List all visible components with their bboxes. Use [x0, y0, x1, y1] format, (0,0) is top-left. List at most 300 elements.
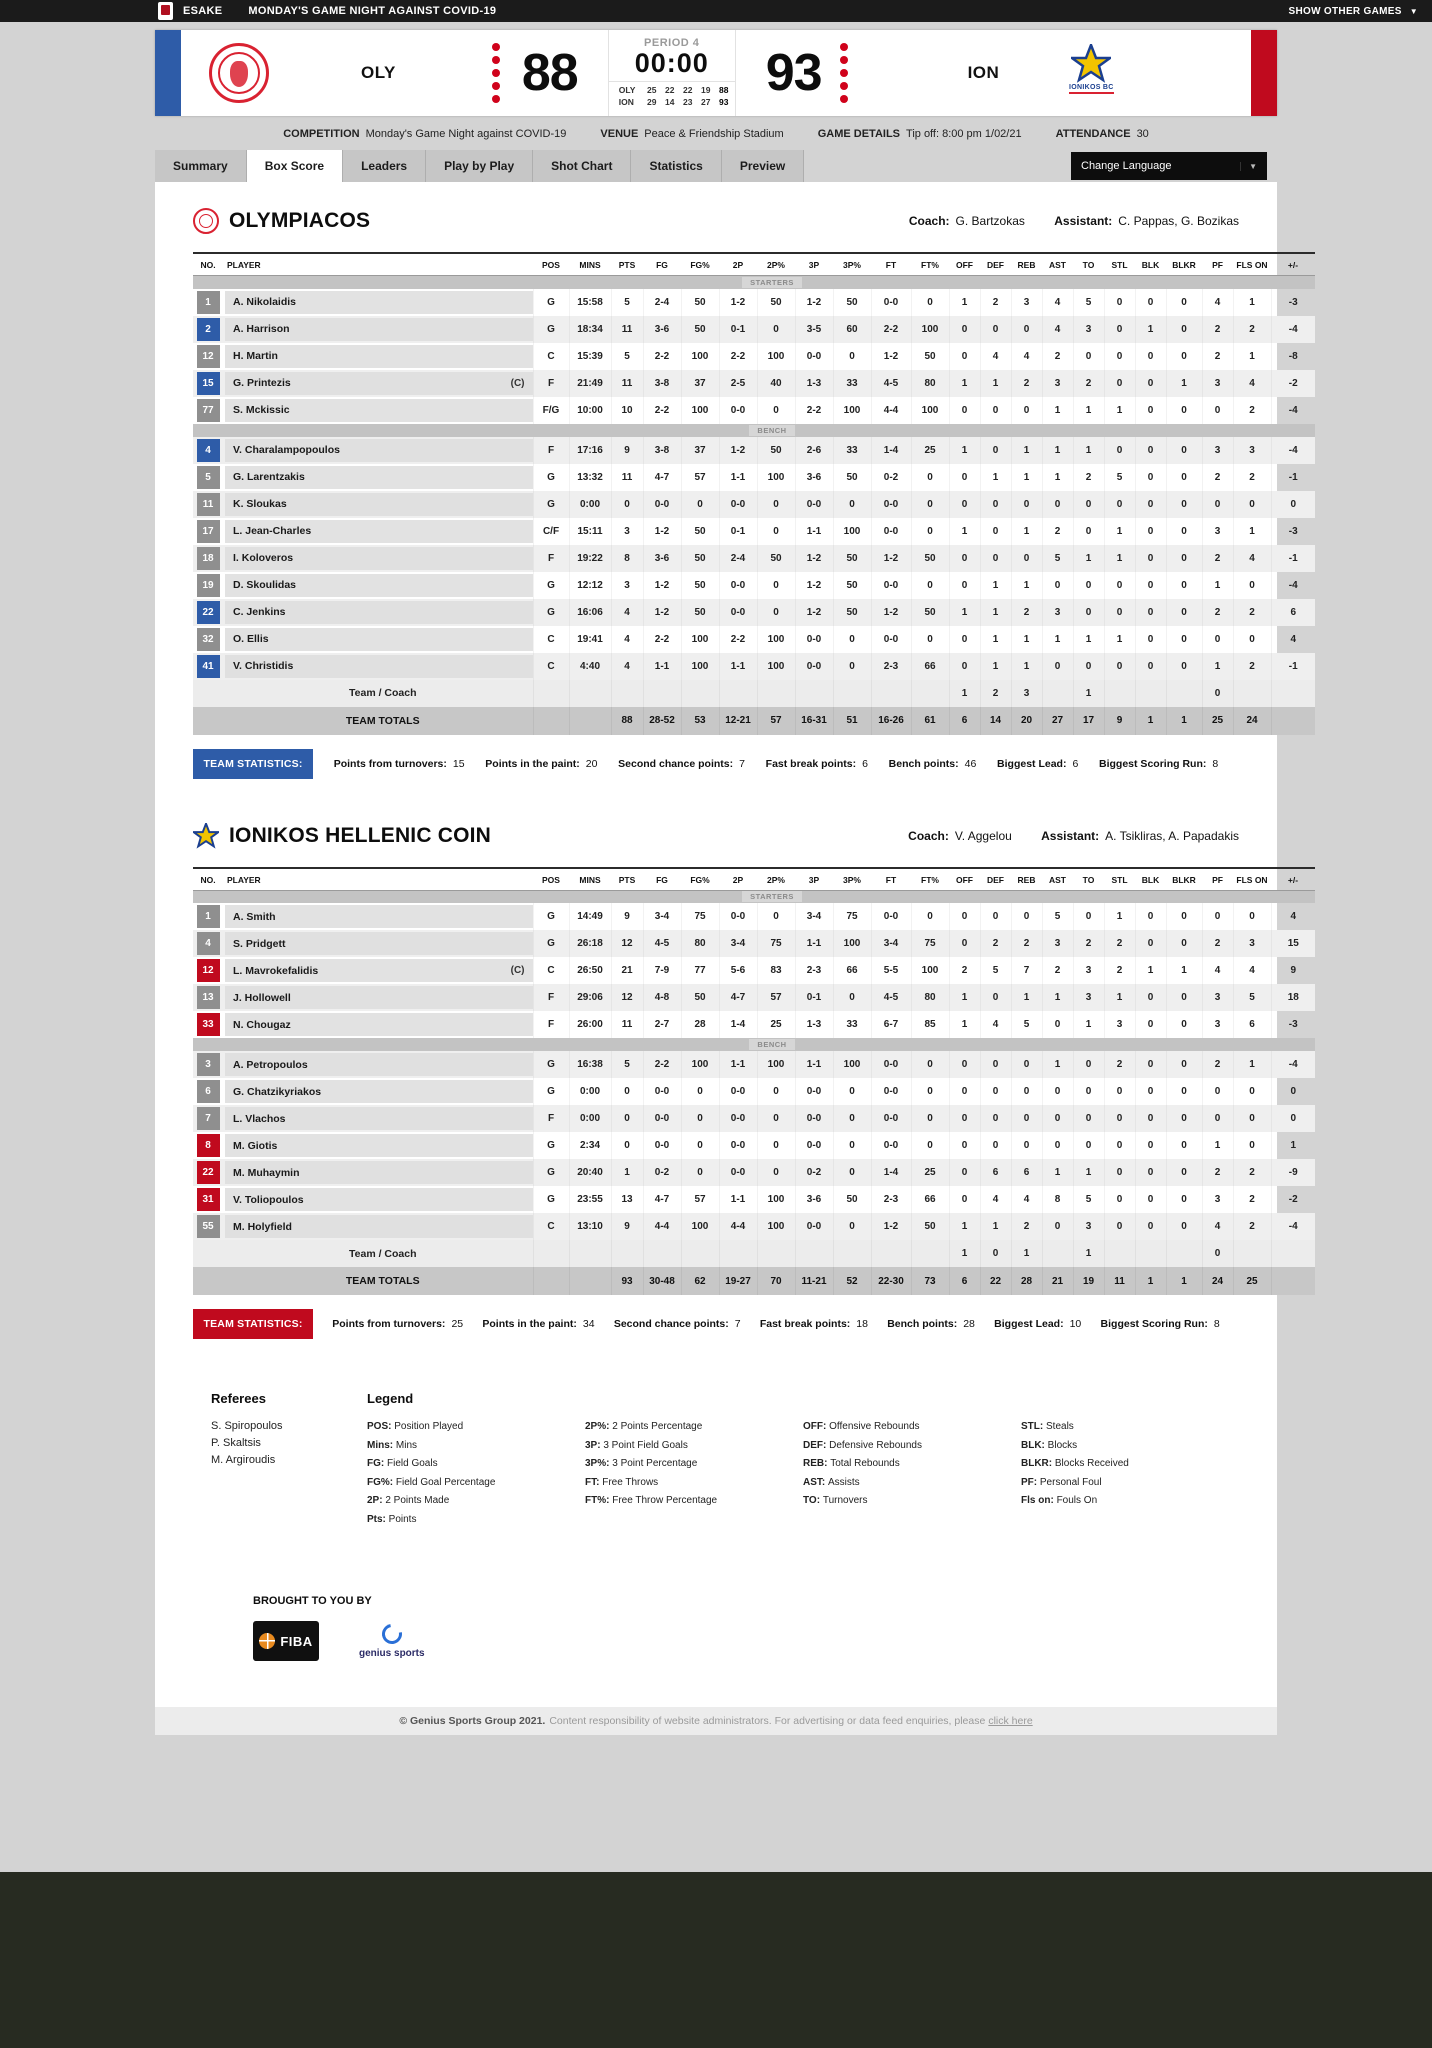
stat-cell — [681, 680, 719, 707]
stat-cell: 25 — [911, 1159, 949, 1186]
player-name[interactable]: L. Vlachos — [233, 1112, 286, 1125]
player-name[interactable]: V. Charalampopoulos — [233, 444, 340, 456]
stat-cell: 0 — [1042, 572, 1073, 599]
stat-cell: 0 — [1135, 437, 1166, 464]
player-number-cell — [193, 397, 223, 424]
empty-cell — [193, 680, 223, 707]
away-color-strip — [1251, 30, 1277, 116]
stat-cell: 0 — [1104, 316, 1135, 343]
stat-cell: 1 — [1073, 1011, 1104, 1038]
player-name-wrap — [225, 1161, 533, 1184]
genius-sports-icon — [378, 1620, 406, 1648]
legend-item: 3P: 3 Point Field Goals — [585, 1439, 688, 1451]
footer-copyright: © Genius Sports Group 2021. — [399, 1715, 546, 1727]
player-name-wrap — [225, 439, 533, 462]
team-stat-value: 34 — [582, 1318, 595, 1330]
stat-cell: 100 — [681, 626, 719, 653]
stat-cell: 25 — [1202, 707, 1233, 735]
stat-cell: 19:41 — [569, 626, 611, 653]
player-row — [193, 518, 1315, 545]
stat-cell: 1-1 — [719, 464, 757, 491]
stat-cell: 0 — [1104, 370, 1135, 397]
stat-cell: 80 — [911, 984, 949, 1011]
stat-cell: 100 — [833, 930, 871, 957]
stat-cell: 3 — [1073, 957, 1104, 984]
stat-cell: 1 — [1166, 707, 1202, 735]
stat-cell: 0 — [1202, 1105, 1233, 1132]
stat-cell: 1 — [949, 1240, 980, 1267]
home-coaches: Coach: G. Bartzokas Assistant: C. Pappas, G. Bozikas — [908, 214, 1239, 228]
stat-cell: 0 — [1166, 903, 1202, 930]
player-name[interactable]: L. Mavrokefalidis — [233, 964, 319, 977]
player-name[interactable]: K. Sloukas — [233, 498, 287, 510]
stat-cell: 0 — [1104, 437, 1135, 464]
away-team-header — [193, 823, 1239, 849]
stat-cell: C — [533, 343, 569, 370]
stat-cell: 0 — [1135, 930, 1166, 957]
legend-term: AST: — [803, 1476, 828, 1488]
legend-column — [367, 1418, 557, 1529]
col-header-player: PLAYER — [223, 868, 533, 891]
stat-cell: 3-4 — [719, 930, 757, 957]
legend-term: Mins: — [367, 1439, 396, 1451]
team-coach-label: Team / Coach — [223, 1240, 533, 1267]
foul-dot — [492, 43, 500, 51]
show-other-games-button[interactable]: SHOW OTHER GAMES ▼ — [1288, 5, 1418, 17]
legend-item: PF: Personal Foul — [1021, 1476, 1102, 1488]
legend-item: REB: Total Rebounds — [803, 1458, 900, 1469]
player-name-cell — [223, 397, 533, 424]
quarter-scores — [609, 81, 735, 108]
col-header-flson: FLS ON — [1233, 253, 1271, 276]
stat-cell: 0 — [911, 464, 949, 491]
stat-cell: 0-0 — [871, 572, 911, 599]
stat-cell: 73 — [911, 1267, 949, 1295]
stat-cell: 13:10 — [569, 1213, 611, 1240]
stat-cell: 4 — [1042, 289, 1073, 316]
stat-cell: 0 — [757, 491, 795, 518]
player-name[interactable]: N. Chougaz — [233, 1018, 291, 1031]
stat-cell: 100 — [833, 397, 871, 424]
legend-item: Pts: Points — [367, 1513, 417, 1525]
player-name-wrap — [225, 1013, 533, 1036]
player-name[interactable]: C. Jenkins — [233, 606, 286, 618]
stat-cell: 50 — [681, 316, 719, 343]
player-name[interactable]: J. Hollowell — [233, 991, 291, 1004]
player-name[interactable]: S. Mckissic — [233, 404, 290, 416]
stat-cell: 12-21 — [719, 707, 757, 735]
stat-cell — [1166, 680, 1202, 707]
player-name[interactable]: V. Christidis — [233, 660, 294, 672]
player-row — [193, 1051, 1315, 1078]
col-header-+/-: +/- — [1271, 253, 1315, 276]
team-stat-value: 25 — [451, 1318, 464, 1330]
stat-cell: -3 — [1271, 289, 1315, 316]
stat-cell: 0 — [1042, 1011, 1073, 1038]
player-name[interactable]: O. Ellis — [233, 633, 269, 645]
player-name-wrap — [225, 1215, 533, 1238]
stat-cell: 11 — [611, 370, 643, 397]
stat-cell: 3 — [1202, 518, 1233, 545]
stat-cell — [1042, 680, 1073, 707]
stat-cell: 0 — [1135, 1078, 1166, 1105]
stat-cell: 2 — [1042, 518, 1073, 545]
player-name[interactable]: A. Petropoulos — [233, 1058, 308, 1071]
player-number-cell — [193, 984, 223, 1011]
game-detail-item: ATTENDANCE 30 — [1055, 128, 1149, 140]
stat-cell: 0 — [1202, 1240, 1233, 1267]
stat-cell: 0 — [757, 1132, 795, 1159]
player-name[interactable]: A. Smith — [233, 910, 276, 923]
stat-cell: 61 — [911, 707, 949, 735]
col-header-ft%: FT% — [911, 868, 949, 891]
team-totals-label: TEAM TOTALS — [223, 707, 533, 735]
stat-cell: 50 — [681, 289, 719, 316]
team-totals-row — [193, 707, 1315, 735]
stat-cell: 4-5 — [871, 370, 911, 397]
foul-dot — [840, 56, 848, 64]
stat-cell: 4-7 — [643, 464, 681, 491]
stat-cell: 0-0 — [871, 518, 911, 545]
team-stat-label: Biggest Lead: — [994, 1318, 1064, 1330]
stat-cell: 1 — [1042, 437, 1073, 464]
stat-cell: 0 — [980, 984, 1011, 1011]
quarter-score: 22 — [683, 85, 693, 96]
stat-cell: 2-5 — [719, 370, 757, 397]
team-stat-value: 6 — [1072, 757, 1079, 770]
stat-cell: 62 — [681, 1267, 719, 1295]
stat-cell: 50 — [833, 545, 871, 572]
col-header-fg%: FG% — [681, 868, 719, 891]
game-clock: 00:00 — [634, 48, 709, 78]
game-detail-item: GAME DETAILS Tip off: 8:00 pm 1/02/21 — [817, 128, 1022, 140]
stat-cell: 0 — [1166, 1186, 1202, 1213]
legend-item: FG%: Field Goal Percentage — [367, 1476, 496, 1488]
stat-cell: 0:00 — [569, 1105, 611, 1132]
stat-cell: 0-0 — [643, 1105, 681, 1132]
stat-cell: 1 — [1104, 984, 1135, 1011]
tab-play-by-play[interactable]: Play by Play — [426, 150, 533, 182]
player-name-cell — [223, 903, 533, 930]
quarter-score: 27 — [701, 96, 711, 107]
stat-cell: 11 — [1104, 1267, 1135, 1295]
team-stat-item — [485, 758, 597, 770]
stat-cell: 100 — [681, 1213, 719, 1240]
league-brand: ESAKE — [183, 5, 223, 17]
player-name-wrap — [225, 372, 533, 395]
foul-dot — [840, 69, 848, 77]
stat-cell: 1 — [1166, 370, 1202, 397]
home-team-name: OLYMPIACOS — [229, 209, 371, 232]
tab-statistics[interactable]: Statistics — [631, 150, 721, 182]
stat-cell: 100 — [757, 626, 795, 653]
stat-cell: 2 — [1233, 464, 1271, 491]
stat-cell: 3 — [1233, 437, 1271, 464]
stat-cell: 2 — [1233, 397, 1271, 424]
footer-click-here-link[interactable]: click here — [988, 1715, 1033, 1727]
stat-cell: G — [533, 289, 569, 316]
stat-cell: 3 — [1202, 370, 1233, 397]
stat-cell: 17 — [1073, 707, 1104, 735]
stat-cell: 100 — [911, 316, 949, 343]
ionikos-logo — [193, 823, 219, 849]
stat-cell: 1 — [1073, 437, 1104, 464]
stat-cell: 1-1 — [795, 1051, 833, 1078]
col-header-blk: BLK — [1135, 253, 1166, 276]
stat-cell — [1104, 680, 1135, 707]
col-header-blkr: BLKR — [1166, 868, 1202, 891]
stat-cell — [719, 680, 757, 707]
stat-cell: 0 — [1166, 930, 1202, 957]
home-team-abbr: OLY — [361, 63, 396, 82]
stat-cell — [795, 1240, 833, 1267]
player-number: 77 — [197, 399, 220, 422]
stat-cell: 3 — [1073, 984, 1104, 1011]
stat-cell: 1 — [1011, 572, 1042, 599]
stat-cell: 0 — [949, 491, 980, 518]
col-header-3p: 3P — [795, 253, 833, 276]
stat-cell: 2 — [1011, 1213, 1042, 1240]
stat-cell: 0 — [949, 903, 980, 930]
legend-term: PF: — [1021, 1476, 1040, 1488]
stat-cell: 2 — [1202, 343, 1233, 370]
tab-shot-chart[interactable]: Shot Chart — [533, 150, 631, 182]
stat-cell: 1 — [1042, 626, 1073, 653]
col-header-stl: STL — [1104, 253, 1135, 276]
stat-cell: 3-6 — [643, 316, 681, 343]
player-name-wrap — [225, 905, 533, 928]
player-name-wrap — [225, 547, 533, 570]
col-header-3p: 3P — [795, 868, 833, 891]
stat-cell: 0 — [1166, 289, 1202, 316]
player-name[interactable]: A. Harrison — [233, 323, 290, 335]
player-number-cell — [193, 1078, 223, 1105]
stat-cell: 0 — [833, 984, 871, 1011]
stat-cell: 6 — [1233, 1011, 1271, 1038]
stat-cell: 4 — [611, 653, 643, 680]
stat-cell: 0 — [1104, 1159, 1135, 1186]
stat-cell — [911, 1240, 949, 1267]
foul-dot — [492, 56, 500, 64]
referees-title: Referees — [211, 1391, 266, 1406]
player-name[interactable]: I. Koloveros — [233, 552, 294, 564]
stat-cell: 0-0 — [795, 343, 833, 370]
stat-cell: 1 — [1011, 464, 1042, 491]
player-name[interactable]: G. Chatzikyriakos — [233, 1085, 322, 1098]
player-number-cell — [193, 289, 223, 316]
stat-cell: 1-1 — [719, 1051, 757, 1078]
stat-cell: 0 — [1166, 1011, 1202, 1038]
stat-cell: 15:39 — [569, 343, 611, 370]
player-name[interactable]: A. Nikolaidis — [233, 296, 297, 308]
col-header-+/-: +/- — [1271, 868, 1315, 891]
stat-cell: C/F — [533, 518, 569, 545]
player-name-cell — [223, 464, 533, 491]
tab-leaders[interactable]: Leaders — [343, 150, 426, 182]
stat-cell: 0 — [757, 1159, 795, 1186]
stat-cell: 0 — [949, 626, 980, 653]
player-name-cell — [223, 930, 533, 957]
player-name[interactable]: G. Printezis — [233, 377, 291, 389]
stat-cell: 26:18 — [569, 930, 611, 957]
player-name[interactable]: G. Larentzakis — [233, 471, 305, 483]
stat-cell: 1-1 — [795, 930, 833, 957]
stat-cell: 1 — [1135, 957, 1166, 984]
stat-cell: -3 — [1271, 1011, 1315, 1038]
player-name-wrap — [225, 986, 533, 1009]
stat-cell: 0 — [1135, 370, 1166, 397]
player-number: 4 — [197, 439, 220, 462]
stat-cell: 2 — [1202, 316, 1233, 343]
player-row — [193, 343, 1315, 370]
col-header-fg: FG — [643, 868, 681, 891]
stat-cell: 0-0 — [643, 1132, 681, 1159]
player-name-cell — [223, 1105, 533, 1132]
change-language-dropdown[interactable]: Change Language ▼ — [1071, 152, 1267, 180]
stat-cell: F — [533, 437, 569, 464]
stat-cell: 0 — [1135, 289, 1166, 316]
stat-cell: 4-7 — [643, 1186, 681, 1213]
player-name[interactable]: M. Holyfield — [233, 1220, 292, 1233]
team-stat-label: Points in the paint: — [482, 1318, 577, 1330]
stat-cell: 1-2 — [795, 545, 833, 572]
stat-cell: 15:58 — [569, 289, 611, 316]
stat-cell: 33 — [833, 437, 871, 464]
legend-item: Mins: Mins — [367, 1439, 418, 1451]
stat-cell: 0 — [1166, 491, 1202, 518]
stat-cell: 0 — [1073, 343, 1104, 370]
team-stat-item — [332, 1318, 463, 1330]
team-stat-value: 7 — [739, 757, 745, 770]
player-number-cell — [193, 930, 223, 957]
player-name[interactable]: L. Jean-Charles — [233, 525, 312, 537]
stat-cell: 2 — [1104, 957, 1135, 984]
player-name-wrap — [225, 959, 533, 982]
legend-item: BLK: Blocks — [1021, 1439, 1078, 1451]
stat-cell: 4 — [1271, 903, 1315, 930]
col-header-ast: AST — [1042, 253, 1073, 276]
team-stat-item — [997, 758, 1078, 770]
stat-cell: 0 — [1202, 680, 1233, 707]
stat-cell: 50 — [833, 289, 871, 316]
empty-cell — [193, 1240, 223, 1267]
stat-cell: 0 — [1166, 1159, 1202, 1186]
player-name[interactable]: M. Muhaymin — [233, 1166, 300, 1179]
col-header-off: OFF — [949, 253, 980, 276]
stat-cell: 2 — [1202, 1051, 1233, 1078]
stat-cell: 18 — [1271, 984, 1315, 1011]
player-number-cell — [193, 343, 223, 370]
stat-cell: 1 — [1233, 289, 1271, 316]
stat-cell: C — [533, 957, 569, 984]
detail-label: GAME DETAILS — [817, 128, 901, 140]
stat-cell: 0 — [1073, 518, 1104, 545]
player-number: 3 — [197, 1053, 220, 1076]
col-header-reb: REB — [1011, 868, 1042, 891]
col-header-pf: PF — [1202, 253, 1233, 276]
stat-cell: 0 — [1135, 653, 1166, 680]
player-name[interactable]: V. Toliopoulos — [233, 1193, 304, 1206]
stat-cell: 0 — [833, 1213, 871, 1240]
stat-cell: 1-3 — [795, 1011, 833, 1038]
stat-cell: 11-21 — [795, 1267, 833, 1295]
stat-cell: 4 — [1271, 626, 1315, 653]
player-name-cell — [223, 518, 533, 545]
stat-cell: 5-5 — [871, 957, 911, 984]
stat-cell: 8 — [611, 545, 643, 572]
stat-cell: 0 — [1135, 343, 1166, 370]
stat-cell: 3-8 — [643, 437, 681, 464]
team-stat-item — [887, 1318, 975, 1330]
segment-row — [193, 890, 1315, 903]
stat-cell: C — [533, 1213, 569, 1240]
stat-cell: 0 — [1135, 599, 1166, 626]
tab-box-score[interactable]: Box Score — [247, 150, 343, 182]
stat-cell: 12 — [611, 984, 643, 1011]
player-row — [193, 370, 1315, 397]
legend-column — [585, 1418, 775, 1529]
stat-cell: 100 — [757, 1213, 795, 1240]
legend-term: Pts: — [367, 1513, 389, 1525]
stat-cell: 6 — [980, 1159, 1011, 1186]
stat-cell: 51 — [833, 707, 871, 735]
team-stat-item — [1101, 1318, 1220, 1330]
team-totals-label: TEAM TOTALS — [223, 1267, 533, 1295]
stat-cell: 0 — [1073, 572, 1104, 599]
player-name[interactable]: D. Skoulidas — [233, 579, 297, 591]
stat-cell: 0 — [1166, 984, 1202, 1011]
stat-cell: 0-0 — [795, 1132, 833, 1159]
tab-summary[interactable]: Summary — [155, 150, 247, 182]
stat-cell: 50 — [911, 599, 949, 626]
player-number: 5 — [197, 466, 220, 489]
segment-label: STARTERS — [742, 277, 802, 288]
stat-cell: 16-26 — [871, 707, 911, 735]
player-number-cell — [193, 491, 223, 518]
stat-cell: 57 — [681, 1186, 719, 1213]
stat-cell: 1 — [1073, 626, 1104, 653]
legend-item: POS: Position Played — [367, 1421, 464, 1432]
stat-cell: 60 — [833, 316, 871, 343]
player-number: 7 — [197, 1107, 220, 1130]
player-number-cell — [193, 1213, 223, 1240]
stat-cell: 2 — [1233, 1213, 1271, 1240]
player-name[interactable]: M. Giotis — [233, 1139, 278, 1152]
stat-cell: 0 — [1104, 1078, 1135, 1105]
stat-cell: 0-0 — [719, 1105, 757, 1132]
stat-cell — [569, 680, 611, 707]
player-number: 18 — [197, 547, 220, 570]
stat-cell: G — [533, 491, 569, 518]
stat-cell: 17:16 — [569, 437, 611, 464]
stat-cell: 3 — [1042, 599, 1073, 626]
player-number: 12 — [197, 959, 220, 982]
stat-cell: 0 — [949, 545, 980, 572]
player-number: 4 — [197, 932, 220, 955]
legend-item: OFF: Offensive Rebounds — [803, 1421, 920, 1432]
tab-preview[interactable]: Preview — [722, 150, 804, 182]
player-number: 22 — [197, 1161, 220, 1184]
player-name[interactable]: H. Martin — [233, 350, 278, 362]
stat-cell: 9 — [1104, 707, 1135, 735]
player-name[interactable]: S. Pridgett — [233, 937, 286, 950]
stat-cell: G — [533, 903, 569, 930]
stat-cell: 2 — [980, 289, 1011, 316]
team-stat-value: 20 — [585, 757, 598, 770]
stat-cell: 5 — [1042, 545, 1073, 572]
away-score: 93 — [765, 44, 822, 102]
stat-cell: 0 — [1135, 464, 1166, 491]
